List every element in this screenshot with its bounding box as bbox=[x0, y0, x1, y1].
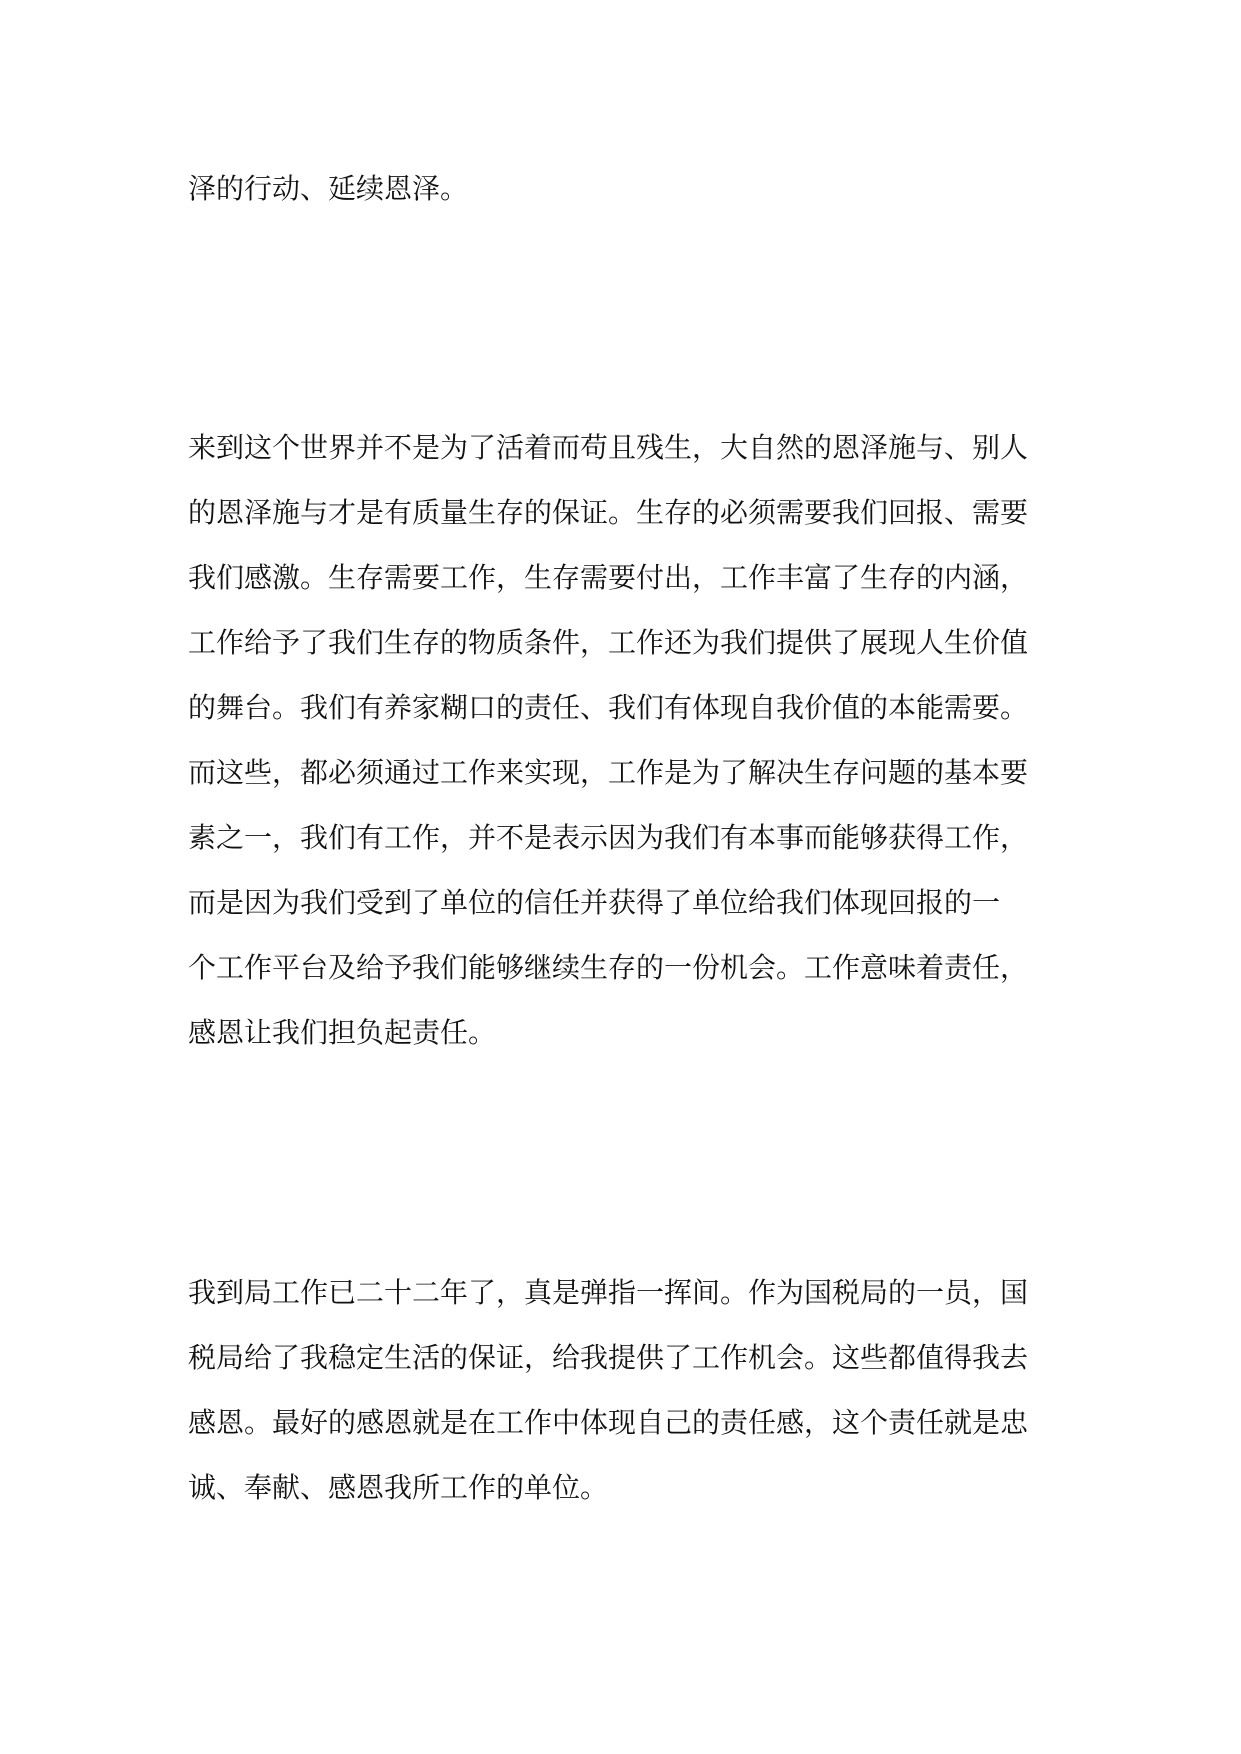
text-line: 工作给予了我们生存的物质条件，工作还为我们提供了展现人生价值 bbox=[188, 626, 1029, 659]
text-line: 个工作平台及给予我们能够继续生存的一份机会。工作意味着责任， bbox=[188, 951, 1029, 984]
text-line: 的舞台。我们有养家糊口的责任、我们有体现自我价值的本能需要。 bbox=[188, 691, 1029, 724]
text-line: 我们感激。生存需要工作，生存需要付出，工作丰富了生存的内涵， bbox=[188, 561, 1029, 594]
text-line: 诚、奉献、感恩我所工作的单位。 bbox=[188, 1471, 609, 1504]
text-line: 税局给了我稳定生活的保证，给我提供了工作机会。这些都值得我去 bbox=[188, 1341, 1029, 1374]
text-line: 来到这个世界并不是为了活着而苟且残生，大自然的恩泽施与、别人 bbox=[188, 431, 1029, 464]
text-line: 而这些，都必须通过工作来实现，工作是为了解决生存问题的基本要 bbox=[188, 756, 1029, 789]
text-line: 泽的行动、延续恩泽。 bbox=[188, 172, 469, 205]
text-line: 感恩让我们担负起责任。 bbox=[188, 1016, 497, 1049]
paragraph bbox=[188, 156, 468, 221]
text-line: 的恩泽施与才是有质量生存的保证。生存的必须需要我们回报、需要 bbox=[188, 496, 1029, 529]
text-line: 我到局工作已二十二年了，真是弹指一挥间。作为国税局的一员，国 bbox=[188, 1276, 1029, 1309]
paragraph bbox=[188, 415, 1028, 1065]
text-line: 感恩。最好的感恩就是在工作中体现自己的责任感，这个责任就是忠 bbox=[188, 1406, 1029, 1439]
text-line: 素之一，我们有工作，并不是表示因为我们有本事而能够获得工作， bbox=[188, 821, 1029, 854]
paragraph bbox=[188, 1260, 1028, 1520]
text-line: 而是因为我们受到了单位的信任并获得了单位给我们体现回报的一 bbox=[188, 886, 1001, 919]
